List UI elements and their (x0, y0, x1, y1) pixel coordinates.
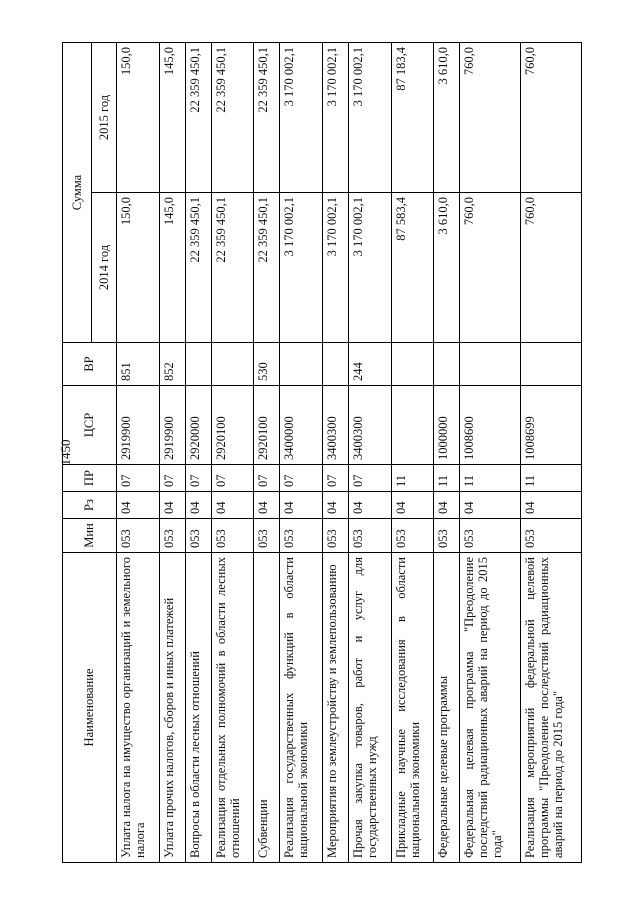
header-2014: 2014 год (92, 193, 117, 343)
header-vr: ВР (63, 343, 117, 386)
row-sum-2015: 145,0 (159, 43, 185, 193)
row-vr (460, 343, 521, 386)
row-sum-2014: 22 359 450,1 (185, 193, 211, 343)
row-vr (521, 343, 582, 386)
header-min: Мин (63, 519, 117, 553)
row-pr: 07 (159, 465, 185, 492)
row-vr: 851 (117, 343, 160, 386)
row-min: 053 (159, 519, 185, 553)
row-sum-2015: 3 170 002,1 (348, 43, 391, 193)
page-number: 1450 (58, 439, 73, 466)
row-rz: 04 (348, 492, 391, 519)
row-sum-2014: 150,0 (117, 193, 160, 343)
header-pr: ПР (63, 465, 117, 492)
table-row (521, 43, 582, 863)
row-sum-2015: 150,0 (117, 43, 160, 193)
row-sum-2015: 22 359 450,1 (211, 43, 254, 193)
row-min: 053 (117, 519, 160, 553)
row-sum-2014: 22 359 450,1 (254, 193, 280, 343)
row-name: Уплата прочих налогов, сборов и иных платежей (159, 553, 185, 863)
row-rz: 04 (391, 492, 434, 519)
row-rz: 04 (521, 492, 582, 519)
row-name: Реализация государственных функций в области национальной экономики (280, 553, 323, 863)
row-sum-2014: 760,0 (460, 193, 521, 343)
header-csr: ЦСР (63, 386, 117, 465)
row-csr: 1000000 (434, 386, 460, 465)
row-rz: 04 (185, 492, 211, 519)
row-rz: 04 (159, 492, 185, 519)
header-rz: Рз (63, 492, 117, 519)
row-sum-2014: 3 170 002,1 (280, 193, 323, 343)
row-vr (185, 343, 211, 386)
row-sum-2014: 87 583,4 (391, 193, 434, 343)
row-pr: 11 (521, 465, 582, 492)
row-sum-2015: 760,0 (521, 43, 582, 193)
row-name: Федеральная целевая программа "Преодоление последствий радиационных аварий на период до 2015 года" (460, 553, 521, 863)
row-vr (280, 343, 323, 386)
header-name: Наименование (63, 553, 117, 863)
row-csr: 2920100 (211, 386, 254, 465)
table-row (322, 43, 348, 863)
row-pr: 11 (391, 465, 434, 492)
row-vr: 852 (159, 343, 185, 386)
row-name: Прочая закупка товаров, работ и услуг для государственных нужд (348, 553, 391, 863)
row-sum-2014: 3 610,0 (434, 193, 460, 343)
row-sum-2015: 22 359 450,1 (185, 43, 211, 193)
table-row (434, 43, 460, 863)
row-sum-2014: 22 359 450,1 (211, 193, 254, 343)
row-sum-2014: 145,0 (159, 193, 185, 343)
table-row (460, 43, 521, 863)
row-pr: 07 (280, 465, 323, 492)
row-sum-2015: 22 359 450,1 (254, 43, 280, 193)
row-sum-2014: 760,0 (521, 193, 582, 343)
row-min: 053 (521, 519, 582, 553)
table-row (348, 43, 391, 863)
row-rz: 04 (280, 492, 323, 519)
row-csr: 1008600 (460, 386, 521, 465)
row-rz: 04 (254, 492, 280, 519)
row-csr (391, 386, 434, 465)
row-name: Прикладные научные исследования в области национальной экономики (391, 553, 434, 863)
row-name: Федеральные целевые программы (434, 553, 460, 863)
row-pr: 11 (460, 465, 521, 492)
row-sum-2015: 3 170 002,1 (322, 43, 348, 193)
row-rz: 04 (434, 492, 460, 519)
row-vr (434, 343, 460, 386)
row-csr: 2920000 (185, 386, 211, 465)
row-min: 053 (280, 519, 323, 553)
row-min: 053 (254, 519, 280, 553)
row-csr: 3400300 (322, 386, 348, 465)
row-min: 053 (185, 519, 211, 553)
table-row (280, 43, 323, 863)
row-min: 053 (434, 519, 460, 553)
row-sum-2015: 760,0 (460, 43, 521, 193)
row-pr: 07 (117, 465, 160, 492)
table-row (117, 43, 160, 863)
table-row (211, 43, 254, 863)
header-2015: 2015 год (92, 43, 117, 193)
row-name: Уплата налога на имущество организаций и земельного налога (117, 553, 160, 863)
row-name: Реализация отдельных полномочий в области лесных отношений (211, 553, 254, 863)
row-pr: 07 (348, 465, 391, 492)
row-rz: 04 (460, 492, 521, 519)
row-name: Вопросы в области лесных отношений (185, 553, 211, 863)
table-row (185, 43, 211, 863)
row-csr: 2919900 (159, 386, 185, 465)
row-pr: 07 (185, 465, 211, 492)
row-rz: 04 (117, 492, 160, 519)
row-sum-2015: 3 610,0 (434, 43, 460, 193)
row-csr: 2920100 (254, 386, 280, 465)
row-sum-2014: 3 170 002,1 (322, 193, 348, 343)
table-row (391, 43, 434, 863)
row-pr: 07 (322, 465, 348, 492)
row-csr: 3400000 (280, 386, 323, 465)
row-sum-2014: 3 170 002,1 (348, 193, 391, 343)
table-row (159, 43, 185, 863)
row-min: 053 (391, 519, 434, 553)
row-name: Субвенции (254, 553, 280, 863)
row-csr: 3400300 (348, 386, 391, 465)
header-sum: Сумма (63, 43, 92, 343)
row-vr (211, 343, 254, 386)
row-min: 053 (322, 519, 348, 553)
row-vr (391, 343, 434, 386)
row-rz: 04 (211, 492, 254, 519)
row-pr: 11 (434, 465, 460, 492)
row-rz: 04 (322, 492, 348, 519)
row-vr (322, 343, 348, 386)
table-body (117, 43, 582, 863)
row-pr: 07 (254, 465, 280, 492)
row-vr: 530 (254, 343, 280, 386)
budget-table (62, 42, 582, 863)
row-min: 053 (211, 519, 254, 553)
row-vr: 244 (348, 343, 391, 386)
row-name: Мероприятия по землеустройству и землепользованию (322, 553, 348, 863)
row-sum-2015: 87 183,4 (391, 43, 434, 193)
row-min: 053 (348, 519, 391, 553)
row-name: Реализация мероприятий федеральной целевой программы "Преодоление последствий радиационных аварий на период до 2015 года" (521, 553, 582, 863)
row-pr: 07 (211, 465, 254, 492)
row-min: 053 (460, 519, 521, 553)
row-sum-2015: 3 170 002,1 (280, 43, 323, 193)
table-row (254, 43, 280, 863)
row-csr: 1008699 (521, 386, 582, 465)
row-csr: 2919900 (117, 386, 160, 465)
